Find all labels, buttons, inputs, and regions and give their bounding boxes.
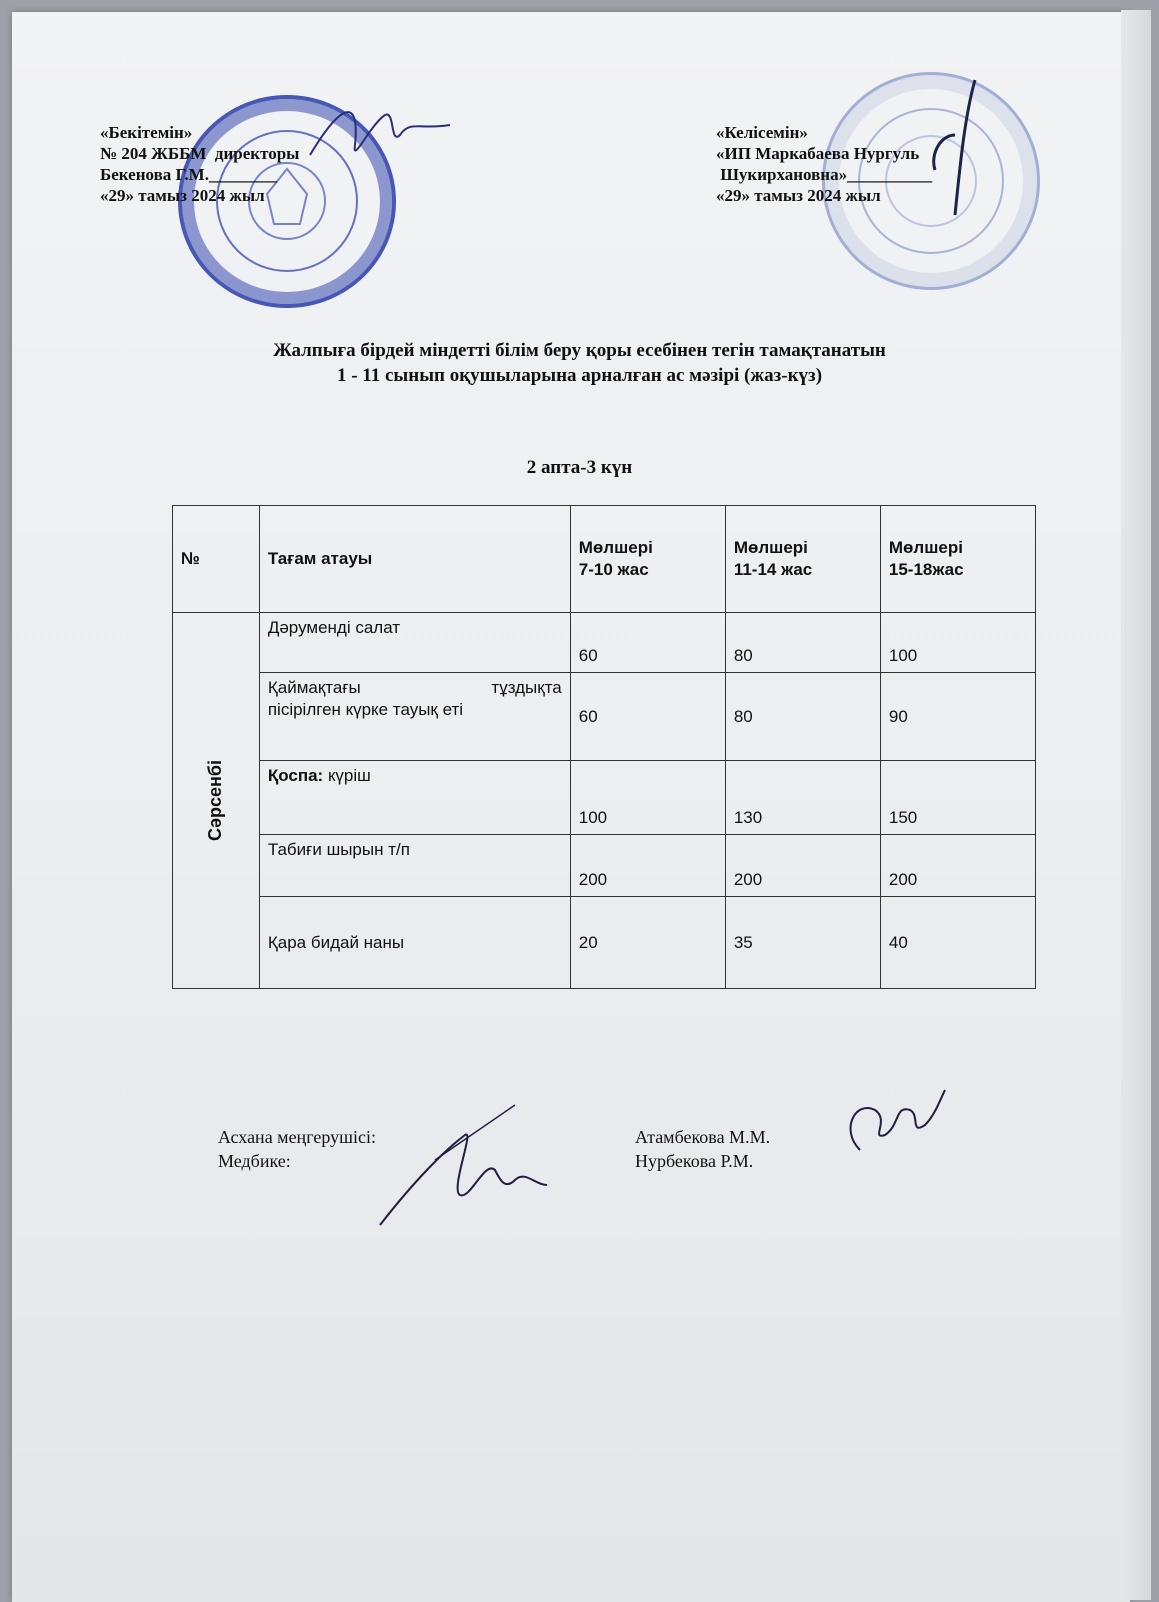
dish-name: Қара бидай наны — [259, 897, 570, 989]
day-cell — [173, 613, 260, 989]
table-row — [173, 897, 1036, 989]
name-canteen-head: Атамбекова М.М. — [635, 1127, 771, 1147]
day-name: Сәрсенбі — [205, 759, 226, 842]
portion-value: 200 — [570, 835, 725, 897]
approval-block-right — [716, 122, 932, 206]
approval-left-line4: «29» тамыз 2024 жыл — [100, 186, 265, 205]
nurse-signature — [375, 1100, 555, 1230]
approval-right-line2: «ИП Маркабаева Нургуль — [716, 144, 920, 163]
dish-name-line2: пісірілген күрке тауық еті — [267, 700, 464, 719]
header-portion-11-14 — [725, 506, 880, 613]
table-row — [173, 673, 1036, 761]
header-portion-15-18 — [880, 506, 1035, 613]
dish-name: Дәруменді салат — [259, 613, 570, 673]
header-number: № — [173, 506, 260, 613]
approval-right-line1: «Келісемін» — [716, 123, 808, 142]
approval-right-line3: Шукирхановна»__________ — [716, 165, 933, 184]
dish-name-rest: күріш — [323, 766, 371, 785]
dish-name-bold: Қоспа: — [267, 766, 324, 785]
director-signature — [300, 85, 460, 175]
header-q3-line1: Мөлшері — [888, 538, 963, 557]
approval-block-left — [100, 122, 299, 206]
approval-right-line4: «29» тамыз 2024 жыл — [716, 186, 881, 205]
dish-name — [259, 761, 570, 835]
portion-value: 200 — [725, 835, 880, 897]
document-title — [0, 338, 1159, 388]
dish-name-line1: Қаймақтағы тұздықта — [267, 678, 562, 697]
header-q1-line2: 7-10 жас — [578, 560, 649, 579]
header-q3-line2: 15-18жас — [888, 560, 964, 579]
footer-roles — [218, 1125, 376, 1173]
portion-value: 90 — [880, 673, 1035, 761]
portion-value: 100 — [570, 761, 725, 835]
table-row — [173, 761, 1036, 835]
menu-table — [172, 505, 1036, 989]
approval-left-line3: Бекенова Г.М.________ — [100, 165, 277, 184]
title-line1: Жалпыға бірдей міндетті білім беру қоры есебінен тегін тамақтанатын — [273, 340, 886, 361]
approval-left-line2: № 204 ЖББМ директоры — [100, 144, 300, 163]
portion-value: 130 — [725, 761, 880, 835]
header-q2-line1: Мөлшері — [733, 538, 808, 557]
week-day-label: 2 апта-3 күн — [526, 457, 633, 478]
dish-name — [259, 673, 570, 761]
canteen-head-signature — [840, 1080, 950, 1160]
portion-value: 40 — [880, 897, 1035, 989]
portion-value: 150 — [880, 761, 1035, 835]
approval-left-line1: «Бекітемін» — [100, 123, 193, 142]
table-header-row — [173, 506, 1036, 613]
sheet-stack-edge — [1121, 10, 1151, 1600]
portion-value: 35 — [725, 897, 880, 989]
dish-name: Табиғи шырын т/п — [259, 835, 570, 897]
role-canteen-head: Асхана меңгерушісі: — [218, 1127, 376, 1147]
header-portion-7-10 — [570, 506, 725, 613]
title-line2: 1 - 11 сынып оқушыларына арналған ас мәзірі (жаз-күз) — [336, 365, 823, 386]
portion-value: 80 — [725, 673, 880, 761]
portion-value: 200 — [880, 835, 1035, 897]
name-nurse: Нурбекова Р.М. — [635, 1151, 754, 1171]
portion-value: 60 — [570, 673, 725, 761]
table-row — [173, 613, 1036, 673]
header-q1-line1: Мөлшері — [578, 538, 653, 557]
portion-value: 80 — [725, 613, 880, 673]
footer-names — [635, 1125, 770, 1173]
role-nurse: Медбике: — [218, 1151, 291, 1171]
portion-value: 20 — [570, 897, 725, 989]
portion-value: 100 — [880, 613, 1035, 673]
header-dish-name: Тағам атауы — [259, 506, 570, 613]
header-q2-line2: 11-14 жас — [733, 560, 813, 579]
table-row — [173, 835, 1036, 897]
portion-value: 60 — [570, 613, 725, 673]
